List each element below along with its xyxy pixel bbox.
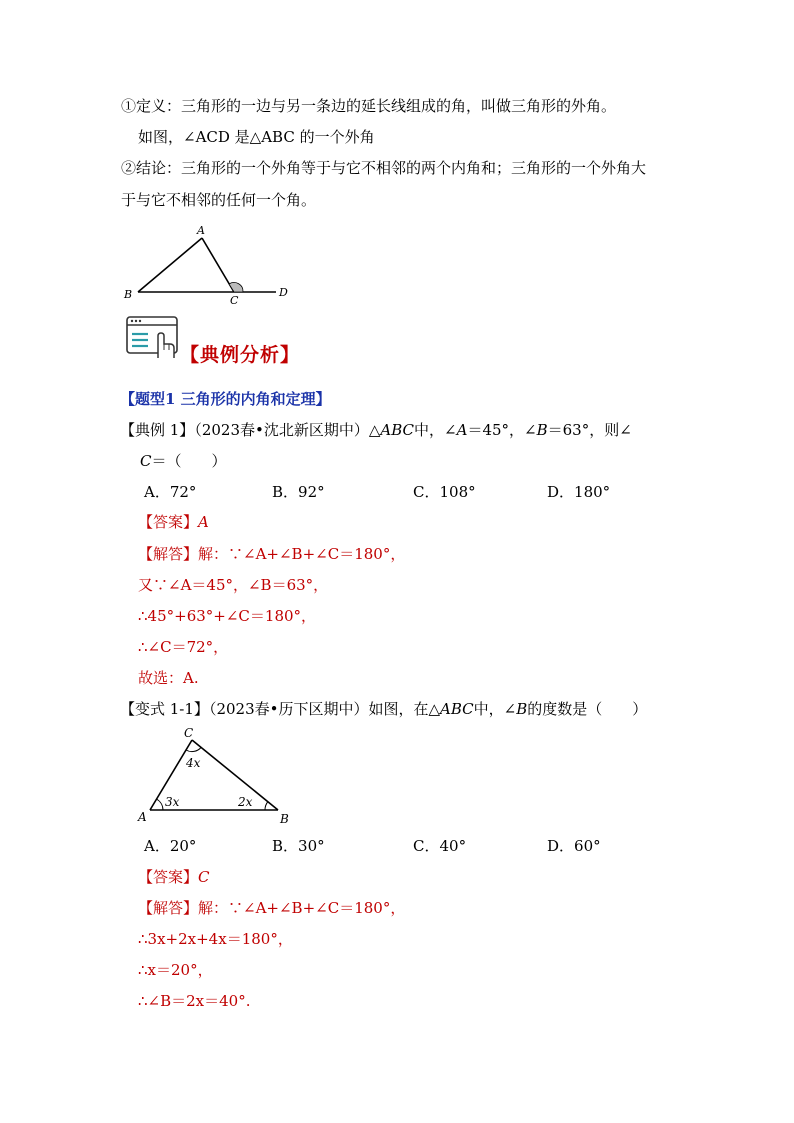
example-analysis-icon: [124, 314, 182, 362]
example-analysis-banner: 【典例分析】: [180, 344, 301, 366]
example1-source: （2023春•沈北新区期中）: [194, 421, 369, 439]
example1-stem: 【典例 1】（2023春•沈北新区期中）△ABC中，∠A＝45°，∠B＝63°，则∠: [120, 421, 632, 439]
example1-solution-4: ∴∠C＝72°，: [138, 638, 229, 656]
example1-tag: 【典例 1】: [120, 421, 195, 439]
variant1-stem: 【变式 1-1】（2023春•历下区期中）如图，在△ABC中，∠B的度数是（ ）: [120, 700, 648, 718]
example1-option-c: C．108°: [413, 483, 476, 501]
variant1-solution-3: ∴x＝20°，: [138, 961, 213, 979]
exterior-angle-figure: [118, 222, 298, 308]
variant1-source: （2023春•历下区期中）: [208, 700, 369, 718]
fig2-label-B: B: [280, 812, 289, 826]
variant1-solution-2: ∴3x+2x+4x＝180°，: [138, 930, 293, 948]
label-A: A: [197, 224, 205, 237]
variant1-option-b: B．30°: [272, 837, 325, 855]
variant1-option-a: A．20°: [144, 837, 197, 855]
example1-answer: 【答案】A: [138, 513, 209, 531]
example1-stem-line2: C＝（ ）: [140, 452, 227, 470]
fig2-angle-3x: 3x: [165, 795, 180, 809]
fig2-label-A: A: [138, 810, 147, 824]
definition-line-2: 如图，∠ACD 是△ABC 的一个外角: [138, 128, 375, 146]
variant1-option-c: C．40°: [413, 837, 467, 855]
variant1-tag: 【变式 1-1】: [120, 700, 209, 718]
example1-option-b: B．92°: [272, 483, 325, 501]
conclusion-line-1: ②结论：三角形的一个外角等于与它不相邻的两个内角和；三角形的一个外角大: [121, 159, 647, 177]
example1-solution-5: 故选：A.: [138, 669, 199, 687]
exterior-angle-mark: [229, 282, 243, 292]
variant1-solution-1: 【解答】解：∵∠A+∠B+∠C＝180°，: [138, 899, 406, 917]
triangle-angles-figure: [134, 724, 294, 828]
label-B: B: [124, 288, 133, 301]
example1-option-a: A．72°: [144, 483, 197, 501]
example1-solution-2: 又∵∠A＝45°，∠B＝63°，: [138, 576, 329, 594]
definition-line-1: ①定义：三角形的一边与另一条边的延长线组成的角，叫做三角形的外角。: [121, 97, 617, 115]
conclusion-line-2: 于与它不相邻的任何一个角。: [121, 191, 317, 209]
fig2-angle-4x: 4x: [186, 756, 201, 770]
variant1-option-d: D．60°: [547, 837, 601, 855]
fig2-angle-2x: 2x: [238, 795, 253, 809]
example1-solution-3: ∴45°+63°+∠C＝180°，: [138, 607, 317, 625]
example1-solution-1: 【解答】解：∵∠A+∠B+∠C＝180°，: [138, 545, 406, 563]
fig2-label-C: C: [184, 726, 194, 740]
variant1-answer: 【答案】C: [138, 868, 210, 886]
example1-option-d: D．180°: [547, 483, 611, 501]
variant1-solution-4: ∴∠B＝2x＝40°.: [138, 992, 251, 1010]
label-C: C: [230, 294, 239, 307]
section-title: 【题型1 三角形的内角和定理】: [120, 390, 331, 408]
label-D: D: [279, 286, 288, 299]
